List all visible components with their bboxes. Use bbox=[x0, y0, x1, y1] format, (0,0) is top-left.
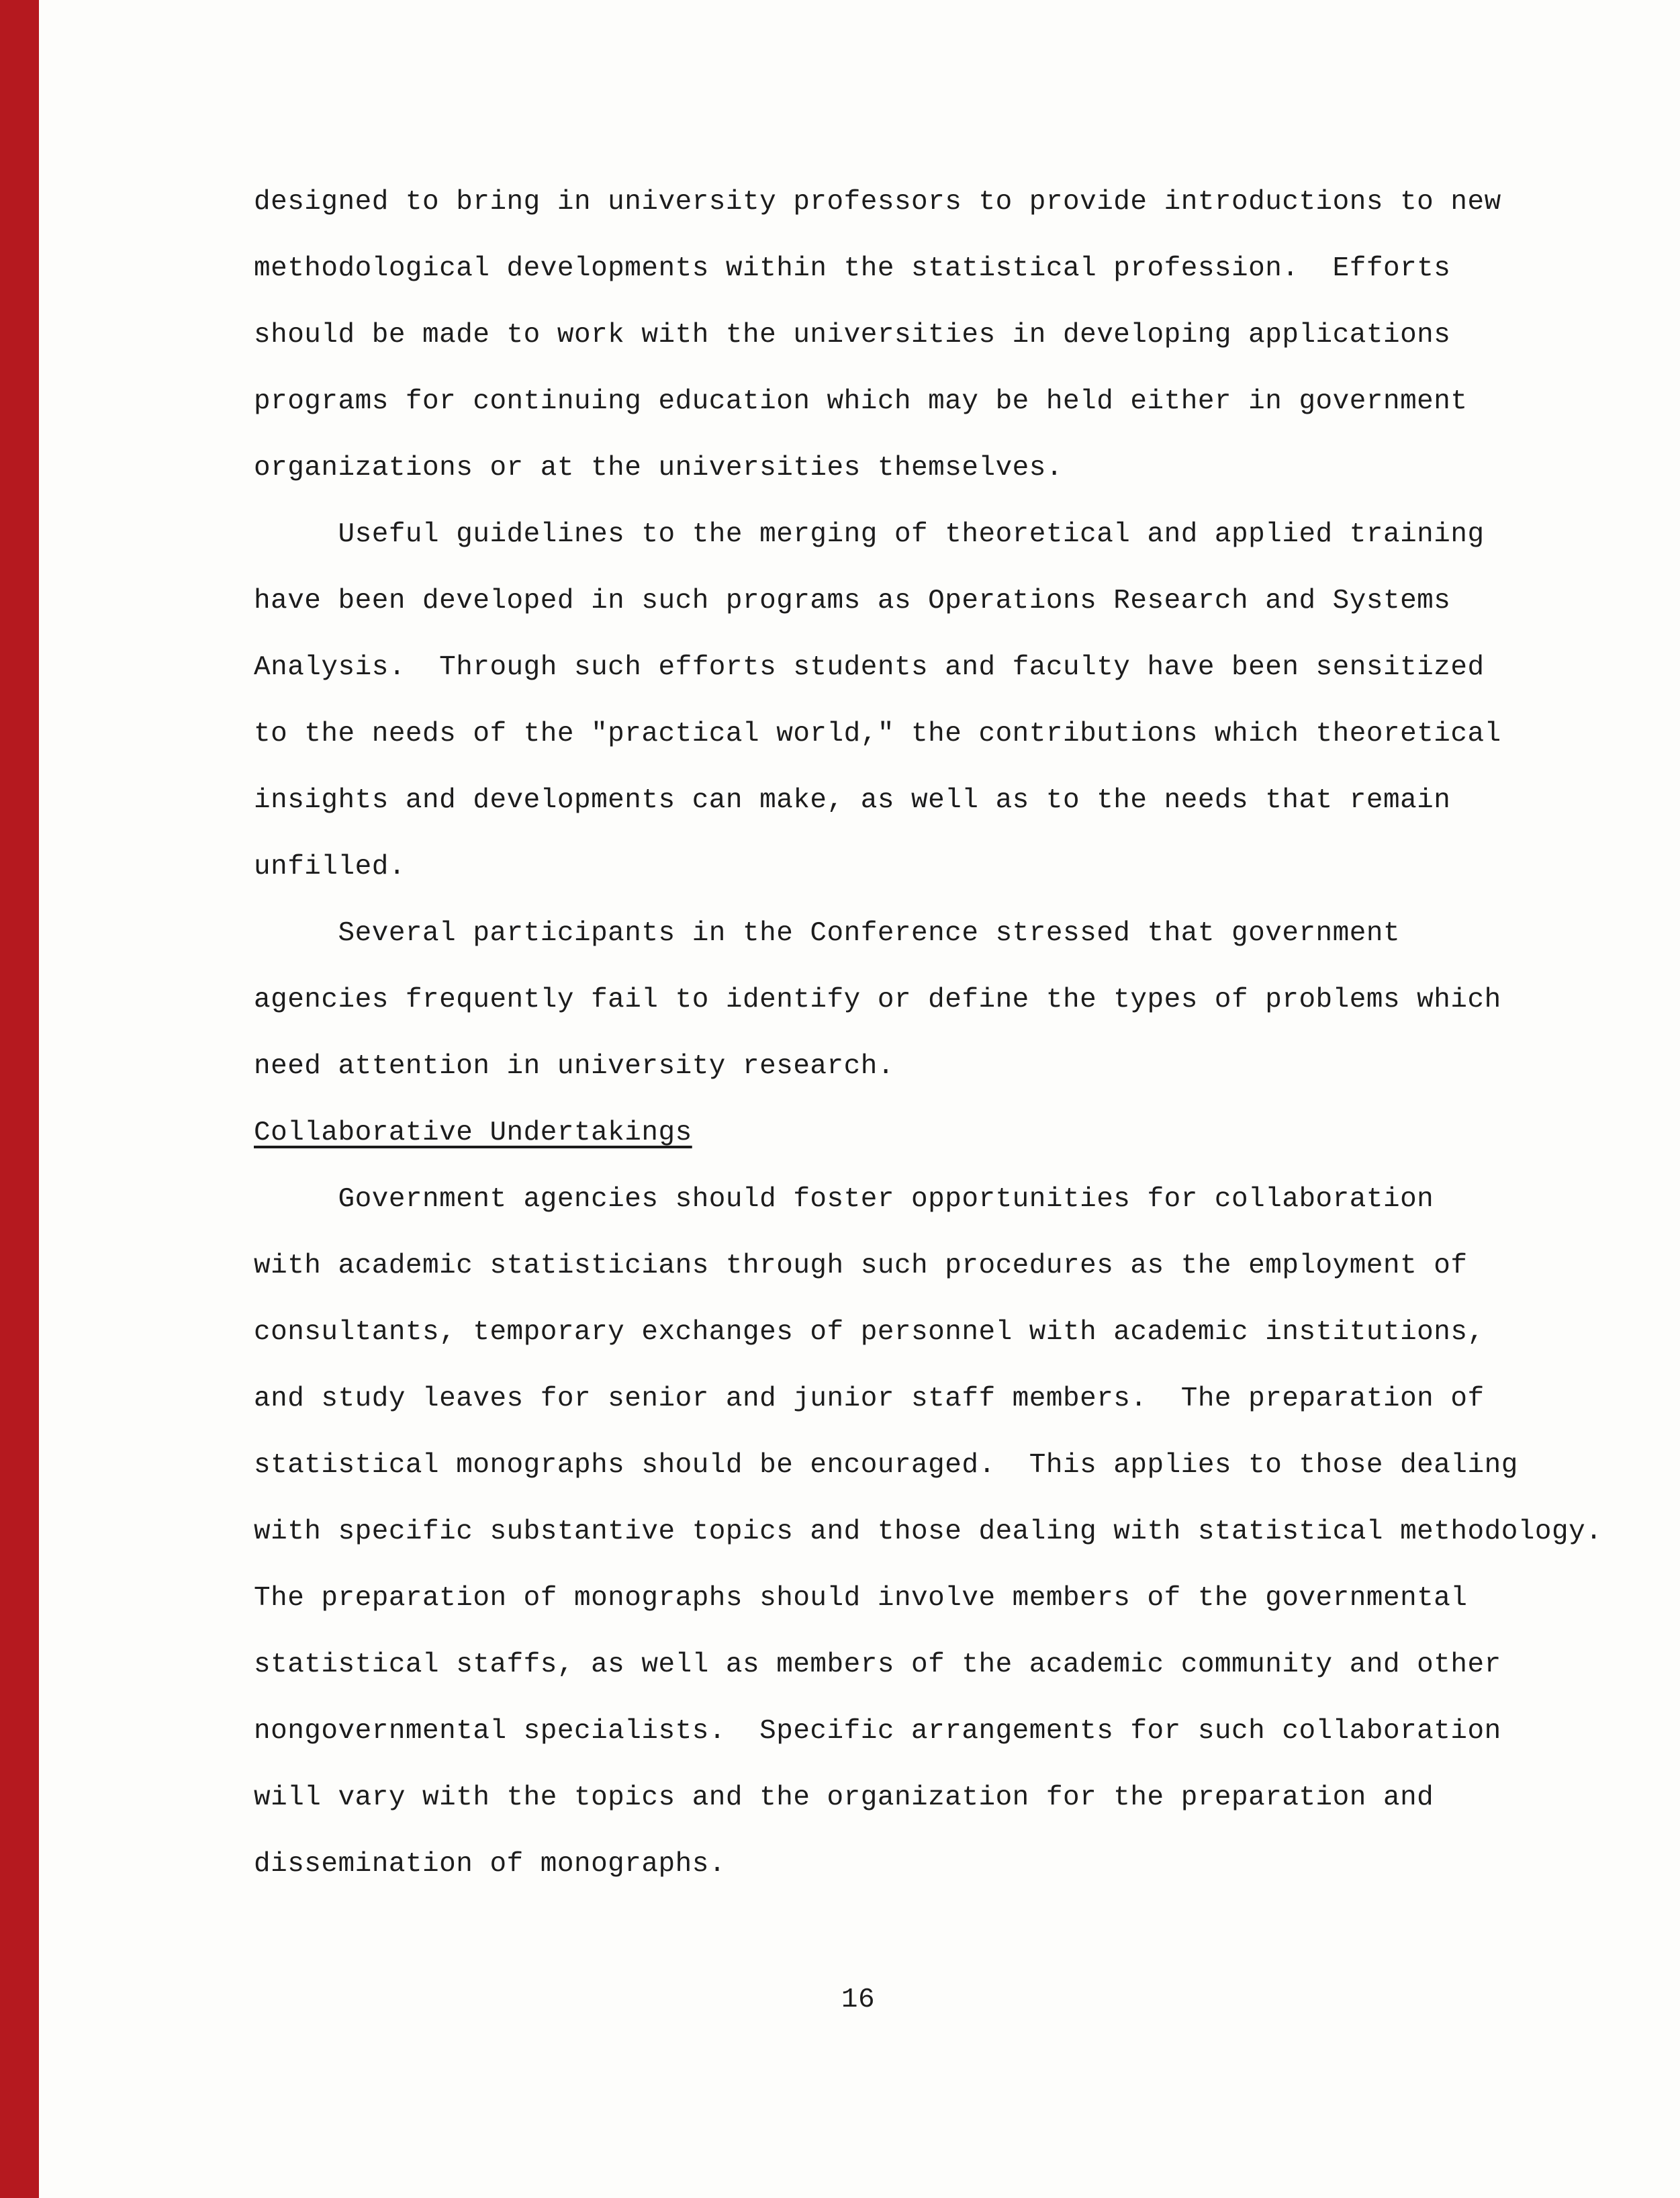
text-line: Useful guidelines to the merging of theoretical and applied training bbox=[254, 519, 1485, 550]
text-line: dissemination of monographs. bbox=[254, 1849, 726, 1880]
text-line: with academic statisticians through such procedures as the employment of bbox=[254, 1250, 1468, 1281]
text-line: insights and developments can make, as well as to the needs that remain bbox=[254, 785, 1451, 816]
text-line: will vary with the topics and the organization for the preparation and bbox=[254, 1782, 1434, 1813]
text-line: nongovernmental specialists. Specific arrangements for such collaboration bbox=[254, 1716, 1501, 1747]
text-line: Several participants in the Conference stressed that government bbox=[254, 918, 1401, 949]
body-text bbox=[254, 169, 1603, 1898]
text-line: unfilled. bbox=[254, 852, 406, 882]
text-line: and study leaves for senior and junior staff members. The preparation of bbox=[254, 1383, 1485, 1414]
text-line: need attention in university research. bbox=[254, 1051, 894, 1082]
text-line: organizations or at the universities themselves. bbox=[254, 453, 1063, 484]
text-line: programs for continuing education which may be held either in government bbox=[254, 386, 1468, 417]
text-line: Analysis. Through such efforts students and faculty have been sensitized bbox=[254, 652, 1485, 683]
text-line: designed to bring in university professors to provide introductions to new bbox=[254, 187, 1501, 218]
text-line: consultants, temporary exchanges of personnel with academic institutions, bbox=[254, 1317, 1485, 1348]
text-line: methodological developments within the statistical profession. Efforts bbox=[254, 253, 1451, 284]
text-line: should be made to work with the universities in developing applications bbox=[254, 320, 1451, 351]
text-line: The preparation of monographs should involve members of the governmental bbox=[254, 1583, 1468, 1614]
text-line: agencies frequently fail to identify or define the types of problems which bbox=[254, 984, 1501, 1015]
section-heading: Collaborative Undertakings bbox=[254, 1117, 692, 1148]
text-line: Government agencies should foster opportunities for collaboration bbox=[254, 1184, 1434, 1215]
text-line: have been developed in such programs as Operations Research and Systems bbox=[254, 586, 1451, 616]
text-line: statistical monographs should be encouraged. This applies to those dealing bbox=[254, 1450, 1518, 1481]
left-edge-red-stripe bbox=[0, 0, 39, 2198]
text-line: with specific substantive topics and those dealing with statistical methodology. bbox=[254, 1516, 1603, 1547]
page-number: 16 bbox=[841, 1984, 876, 2015]
text-line: statistical staffs, as well as members of the academic community and other bbox=[254, 1649, 1501, 1680]
text-line: to the needs of the "practical world," the contributions which theoretical bbox=[254, 719, 1501, 749]
